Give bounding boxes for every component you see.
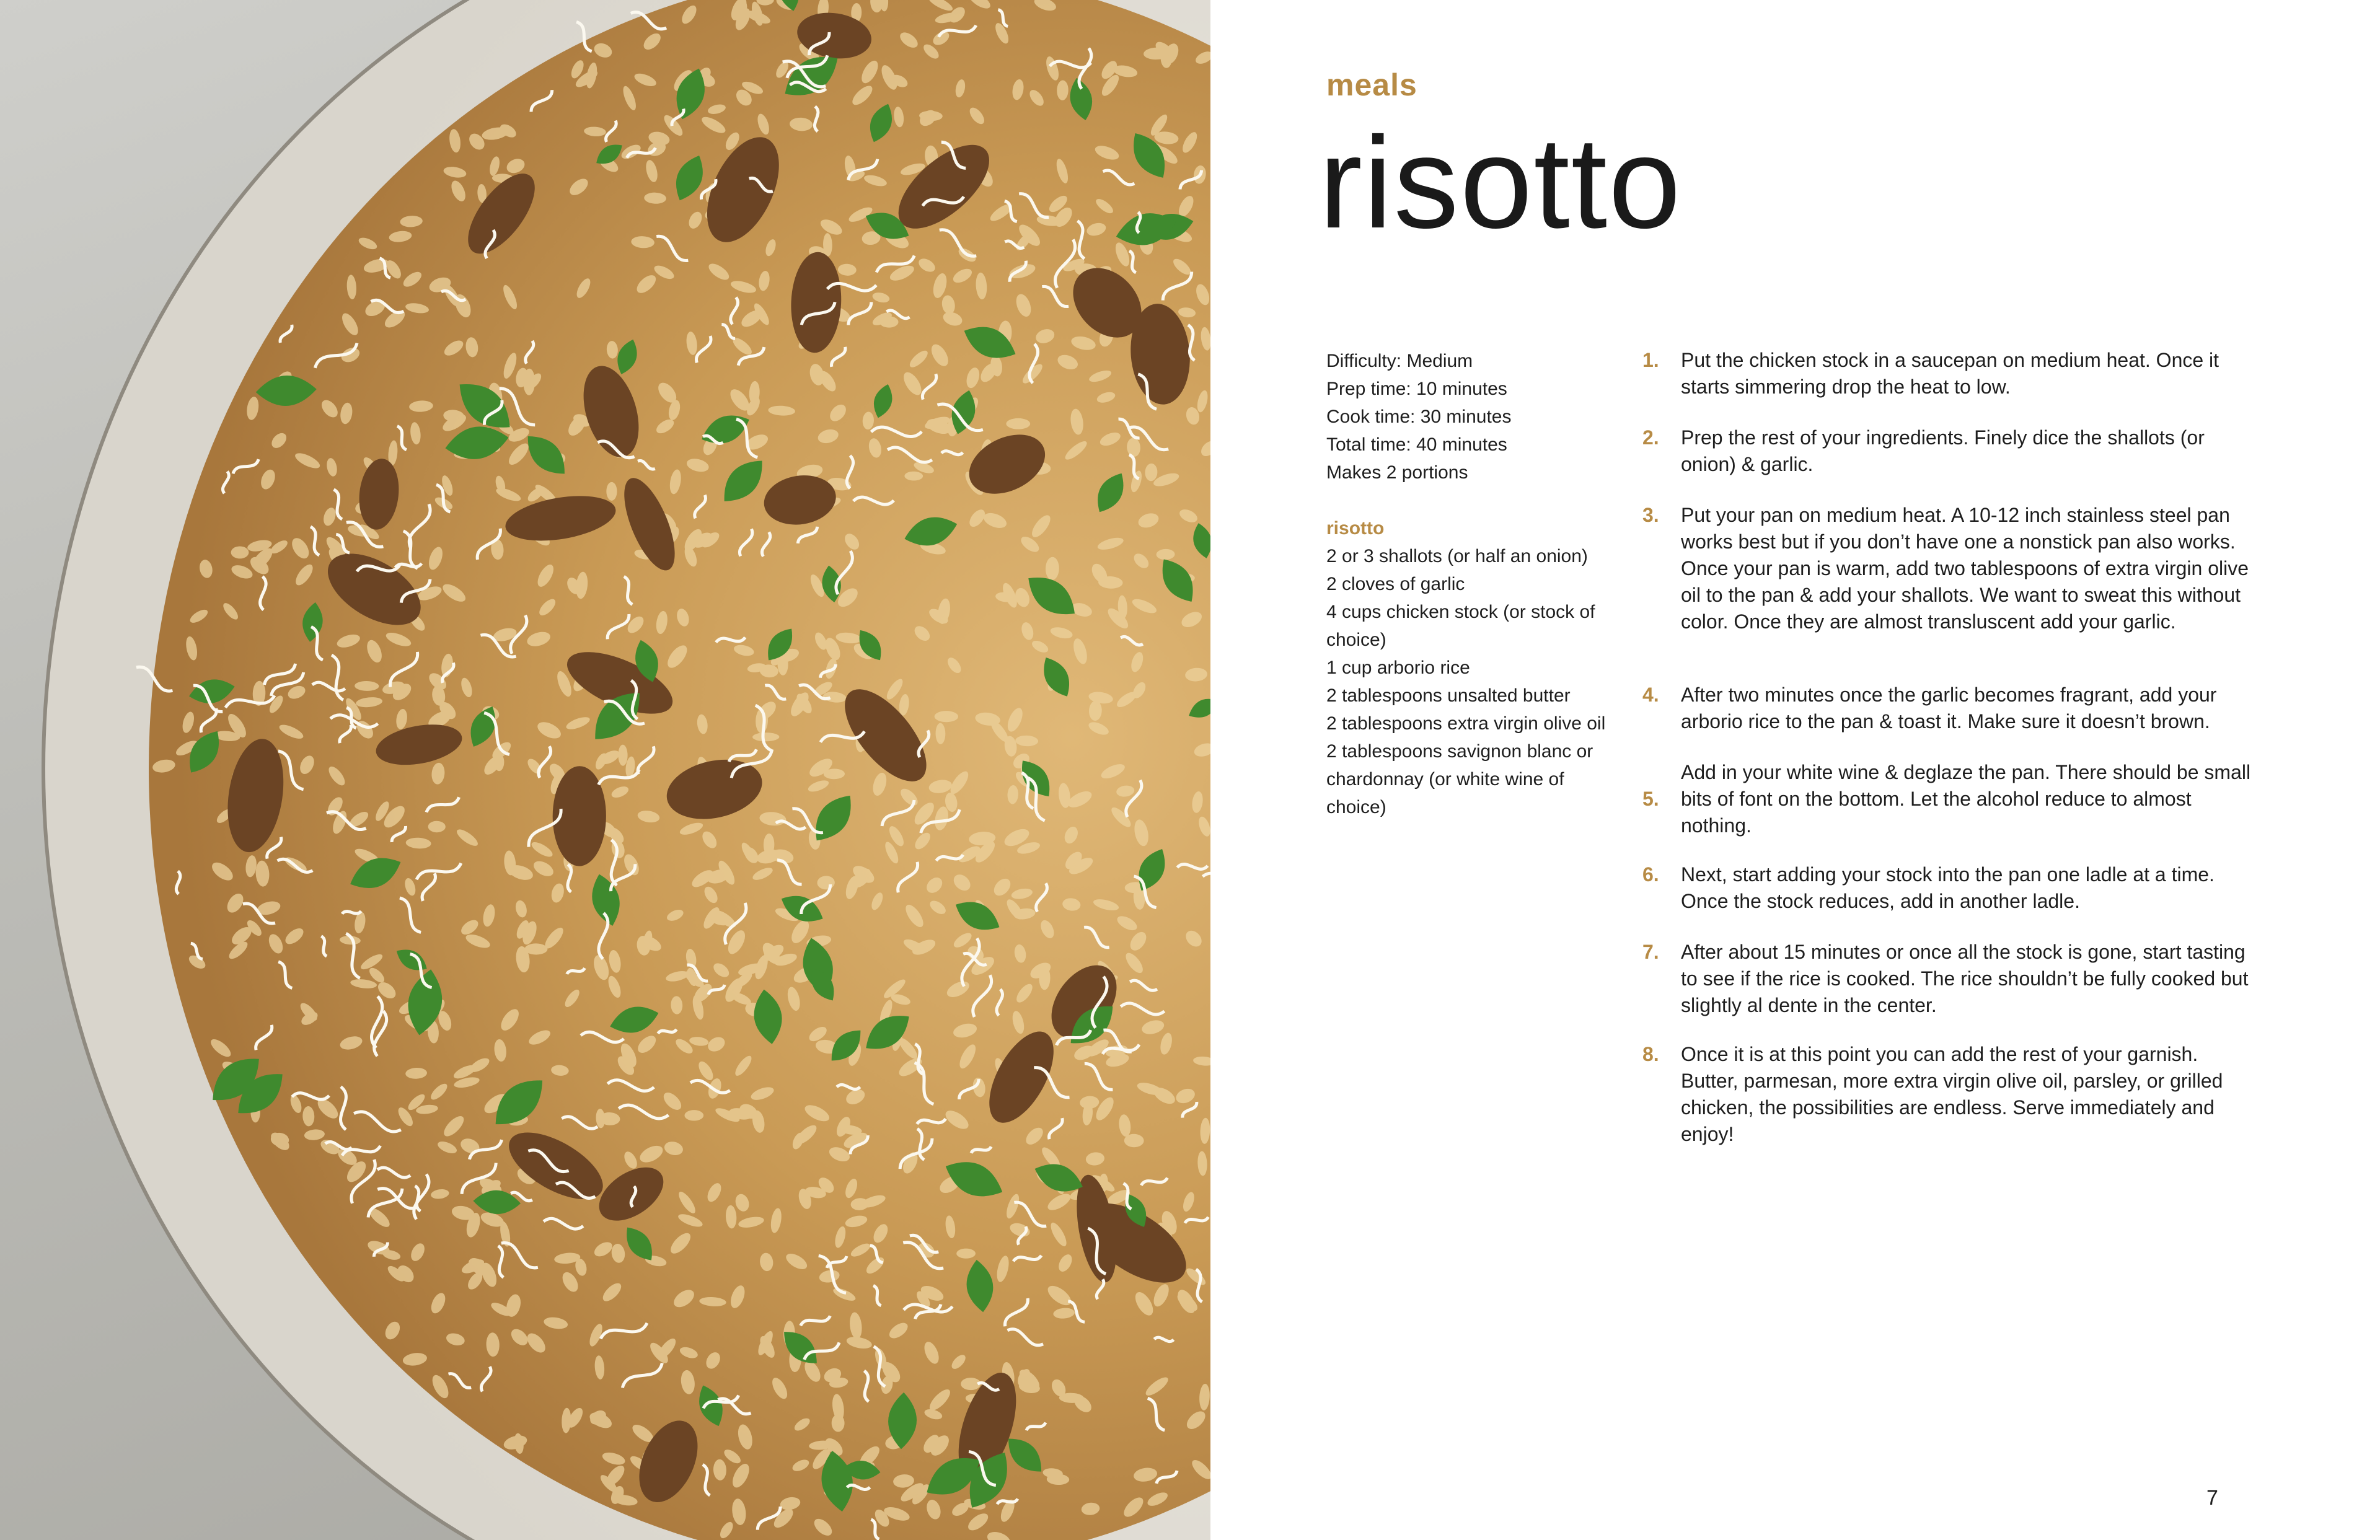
rice-grain	[428, 821, 446, 833]
ingredients-heading: risotto	[1326, 518, 1385, 539]
recipe-meta	[1326, 347, 1611, 486]
step-number: 7.	[1642, 941, 1659, 963]
meta-cook-time: Cook time: 30 minutes	[1326, 407, 1512, 427]
ingredient-item: 2 cloves of garlic	[1326, 574, 1465, 594]
step-number: 6.	[1642, 863, 1659, 886]
ingredient-item: 4 cups chicken stock (or stock of choice)	[1326, 602, 1595, 650]
meta-total-time: Total time: 40 minutes	[1326, 434, 1507, 455]
step-text: Prep the rest of your ingredients. Finely dice the shallots (or onion) & garlic.	[1681, 426, 2205, 475]
step-text: Once it is at this point you can add the rest of your garnish. Butter, parmesan, more extra virgin olive oil, parsley, or grilled chicken, the possibilities are endless. Serve immediately and enjoy!	[1681, 1043, 2223, 1145]
rice-grain	[935, 711, 958, 722]
ingredient-item: 2 or 3 shallots (or half an onion)	[1326, 546, 1588, 566]
ingredient-item: 1 cup arborio rice	[1326, 658, 1470, 678]
step-text: Next, start adding your stock into the pan one ladle at a time. Once the stock reduces, add in another ladle.	[1681, 863, 2215, 912]
rice-grain	[684, 1110, 703, 1120]
step-number: 1.	[1642, 349, 1659, 371]
meta-difficulty: Difficulty: Medium	[1326, 351, 1473, 371]
step-number: 8.	[1642, 1043, 1659, 1065]
step-number: 4.	[1642, 684, 1659, 706]
step-text: Add in your white wine & deglaze the pan. There should be small bits of font on the bottom. Let the alcohol reduce to almost nothing.	[1681, 761, 2251, 837]
rice-grain	[231, 546, 249, 558]
recipe-title: risotto	[1319, 110, 1682, 255]
step-number: 5.	[1642, 788, 1659, 810]
meta-portions: Makes 2 portions	[1326, 462, 1468, 483]
ingredient-item: 2 tablespoons extra virgin olive oil	[1326, 713, 1606, 734]
ingredients-list	[1326, 542, 1618, 821]
step-number: 2.	[1642, 426, 1659, 449]
ingredient-item: 2 tablespoons unsalted butter	[1326, 685, 1571, 706]
rice-grain	[956, 1249, 976, 1259]
meta-prep-time: Prep time: 10 minutes	[1326, 379, 1507, 399]
step-number: 3.	[1642, 504, 1659, 526]
page-number: 7	[2206, 1486, 2218, 1510]
category-label: meals	[1326, 68, 1417, 102]
step-text: Put the chicken stock in a saucepan on medium heat. Once it starts simmering drop the heat to low.	[1681, 349, 2219, 398]
ingredient-item: 2 tablespoons savignon blanc or chardonnay (or white wine of choice)	[1326, 741, 1593, 817]
rice-grain	[1006, 418, 1030, 429]
rice-grain	[606, 482, 617, 501]
step-text: Put your pan on medium heat. A 10-12 inch stainless steel pan works best but if you don’t have one a nonstick pan also works. Once your pan is warm, add two tablespoons of extra virgin olive oil to the pan & add your shallots. We want to sweat this without color. Once they are almost transluscent add your garlic.	[1681, 504, 2249, 633]
rice-grain	[879, 316, 899, 328]
step-text: After about 15 minutes or once all the stock is gone, start tasting to see if the rice is cooked. The rice shouldn’t be fully cooked but slightly al dente in the center.	[1681, 941, 2249, 1016]
step-text: After two minutes once the garlic becomes fragrant, add your arborio rice to the pan & toast it. Make sure it doesn’t brown.	[1681, 684, 2217, 733]
